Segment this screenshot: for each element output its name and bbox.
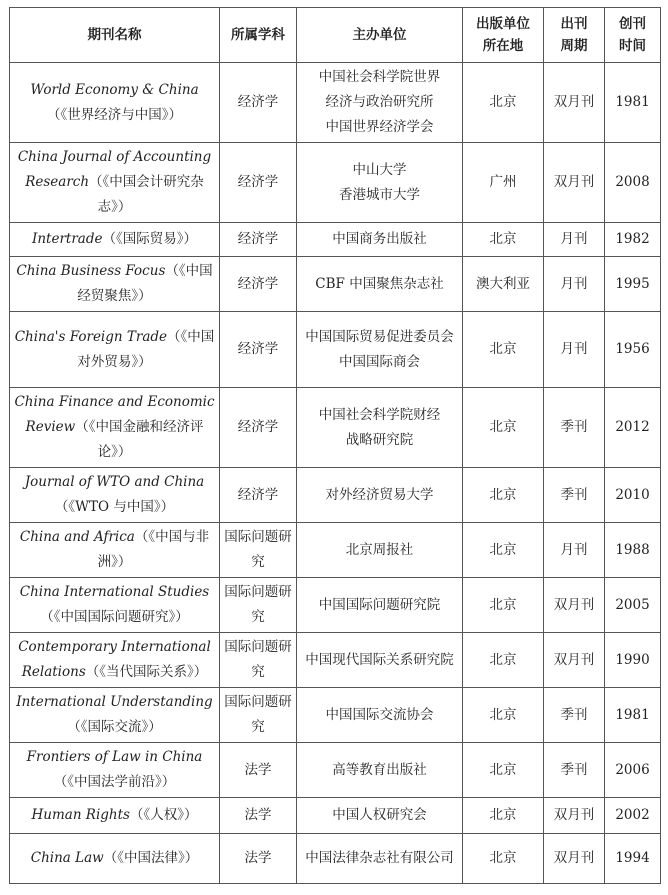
subject-cell: 法学 xyxy=(220,743,297,798)
location-cell: 北京 xyxy=(463,63,544,143)
cycle-cell: 季刊 xyxy=(544,388,605,468)
year-cell: 2002 xyxy=(605,798,661,834)
journal-chinese-title: （《中国金融和经济评论》） xyxy=(75,419,204,460)
sponsor-line: 中国国际问题研究院 xyxy=(318,596,441,613)
year-cell: 1956 xyxy=(605,312,661,388)
header-cycle-line1: 出刊 xyxy=(560,16,588,32)
sponsor-line: 中国国际商会 xyxy=(339,353,420,370)
sponsor-cell xyxy=(297,223,463,257)
header-cycle xyxy=(544,8,605,63)
sponsor-line: 战略研究院 xyxy=(345,431,414,448)
sponsor-cell xyxy=(297,743,463,798)
sponsor-line: 中山大学 xyxy=(352,161,407,178)
header-cycle-line2: 周期 xyxy=(560,38,588,54)
header-sponsor: 主办单位 xyxy=(297,8,463,63)
journal-english-title: China and Africa xyxy=(19,529,135,545)
subject-cell: 法学 xyxy=(220,798,297,834)
journal-name-cell xyxy=(10,143,220,223)
sponsor-cell xyxy=(297,63,463,143)
journal-english-title: World Economy & China xyxy=(30,81,199,98)
sponsor-cell xyxy=(297,633,463,688)
table-row xyxy=(10,63,661,143)
journal-chinese-title: （《中国与非洲》） xyxy=(97,529,210,570)
location-cell: 北京 xyxy=(463,798,544,834)
table-row xyxy=(10,468,661,523)
sponsor-cell xyxy=(297,143,463,223)
journal-chinese-title: （《WTO 与中国》） xyxy=(54,499,175,515)
journal-english-title: China Business Focus xyxy=(16,263,166,279)
header-subject: 所属学科 xyxy=(220,8,297,63)
sponsor-cell xyxy=(297,388,463,468)
location-cell: 广州 xyxy=(463,143,544,223)
subject-cell: 国际问题研究 xyxy=(220,688,297,743)
subject-cell: 经济学 xyxy=(220,63,297,143)
journal-name-cell xyxy=(10,257,220,312)
year-cell: 1982 xyxy=(605,223,661,257)
location-cell: 北京 xyxy=(463,523,544,578)
location-cell: 澳大利亚 xyxy=(463,257,544,312)
cycle-cell: 月刊 xyxy=(544,223,605,257)
subject-cell: 国际问题研究 xyxy=(220,578,297,633)
year-cell: 2005 xyxy=(605,578,661,633)
cycle-cell: 双月刊 xyxy=(544,143,605,223)
cycle-cell: 双月刊 xyxy=(544,63,605,143)
subject-cell: 经济学 xyxy=(220,312,297,388)
year-cell: 2006 xyxy=(605,743,661,798)
sponsor-line: 中国社会科学院财经 xyxy=(318,406,441,423)
header-year-line2: 时间 xyxy=(619,38,646,54)
table-row xyxy=(10,633,661,688)
journal-english-title: Human Rights xyxy=(31,807,130,823)
location-cell: 北京 xyxy=(463,388,544,468)
journal-chinese-title: （《国际交流》） xyxy=(67,719,162,735)
sponsor-line: 中国国际贸易促进委员会 xyxy=(305,328,454,345)
journal-chinese-title: （《中国对外贸易》） xyxy=(77,328,215,370)
year-cell: 1990 xyxy=(605,633,661,688)
journal-chinese-title: （《世界经济与中国》） xyxy=(47,106,182,123)
year-cell: 2012 xyxy=(605,388,661,468)
table-row xyxy=(10,798,661,834)
subject-cell: 国际问题研究 xyxy=(220,523,297,578)
journal-name-cell xyxy=(10,798,220,834)
journal-name-cell xyxy=(10,743,220,798)
subject-cell: 经济学 xyxy=(220,468,297,523)
header-location xyxy=(463,8,544,63)
header-year-line1: 创刊 xyxy=(619,16,646,32)
journal-english-title: China Law xyxy=(30,850,104,866)
cycle-cell: 双月刊 xyxy=(544,798,605,834)
subject-cell: 经济学 xyxy=(220,143,297,223)
year-cell: 2008 xyxy=(605,143,661,223)
year-cell: 2010 xyxy=(605,468,661,523)
journal-name-cell xyxy=(10,388,220,468)
sponsor-cell xyxy=(297,257,463,312)
sponsor-line: 中国现代国际关系研究院 xyxy=(305,651,454,668)
sponsor-line: 经济与政治研究所 xyxy=(325,94,434,110)
journal-name-cell xyxy=(10,312,220,388)
journal-name-cell xyxy=(10,688,220,743)
sponsor-cell xyxy=(297,578,463,633)
location-cell: 北京 xyxy=(463,688,544,743)
header-year xyxy=(605,8,661,63)
header-row xyxy=(10,8,661,63)
journal-chinese-title: （《当代国际关系》） xyxy=(85,664,208,680)
journal-english-title: Intertrade xyxy=(32,231,103,247)
subject-cell: 法学 xyxy=(220,834,297,884)
sponsor-cell xyxy=(297,312,463,388)
cycle-cell: 双月刊 xyxy=(544,633,605,688)
journal-english-title: China Finance and Economic Review xyxy=(14,394,215,435)
table-row xyxy=(10,743,661,798)
location-cell: 北京 xyxy=(463,468,544,523)
cycle-cell: 双月刊 xyxy=(544,834,605,884)
cycle-cell: 月刊 xyxy=(544,312,605,388)
location-cell: 北京 xyxy=(463,743,544,798)
subject-cell: 经济学 xyxy=(220,388,297,468)
table-row xyxy=(10,143,661,223)
journal-chinese-title: （《中国法律》） xyxy=(103,850,199,866)
location-cell: 北京 xyxy=(463,834,544,884)
journal-name-cell xyxy=(10,578,220,633)
cycle-cell: 季刊 xyxy=(544,743,605,798)
year-cell: 1994 xyxy=(605,834,661,884)
table-row xyxy=(10,834,661,884)
journal-name-cell xyxy=(10,834,220,884)
journal-english-title: Frontiers of Law in China xyxy=(26,749,203,765)
sponsor-line: 香港城市大学 xyxy=(339,186,420,203)
header-name: 期刊名称 xyxy=(10,8,220,63)
cycle-cell: 双月刊 xyxy=(544,578,605,633)
journal-name-cell xyxy=(10,63,220,143)
journal-english-title: China Journal of Accounting Research xyxy=(17,149,212,190)
year-cell: 1995 xyxy=(605,257,661,312)
sponsor-line: 中国商务出版社 xyxy=(332,231,427,247)
subject-cell: 经济学 xyxy=(220,223,297,257)
location-cell: 北京 xyxy=(463,578,544,633)
year-cell: 1981 xyxy=(605,688,661,743)
journal-english-title: Journal of WTO and China xyxy=(24,474,205,490)
journal-english-title: China International Studies xyxy=(19,584,210,600)
journal-chinese-title: （《中国国际问题研究》） xyxy=(40,609,189,625)
subject-cell: 经济学 xyxy=(220,257,297,312)
location-cell: 北京 xyxy=(463,633,544,688)
table-row xyxy=(10,388,661,468)
journal-chinese-title: （《人权》） xyxy=(129,807,198,823)
sponsor-line: 中国法律杂志社有限公司 xyxy=(305,850,454,866)
table-row xyxy=(10,688,661,743)
sponsor-cell xyxy=(297,798,463,834)
sponsor-line: 中国人权研究会 xyxy=(332,807,427,823)
journal-name-cell xyxy=(10,633,220,688)
table-row xyxy=(10,523,661,578)
sponsor-line: 北京周报社 xyxy=(345,541,414,558)
table-row xyxy=(10,312,661,388)
sponsor-cell xyxy=(297,688,463,743)
sponsor-cell xyxy=(297,834,463,884)
journal-name-cell xyxy=(10,468,220,523)
journal-chinese-title: （《国际贸易》） xyxy=(102,231,197,247)
cycle-cell: 季刊 xyxy=(544,468,605,523)
sponsor-line: 中国世界经济学会 xyxy=(325,119,434,135)
cycle-cell: 月刊 xyxy=(544,257,605,312)
location-cell: 北京 xyxy=(463,312,544,388)
table-row xyxy=(10,257,661,312)
year-cell: 1988 xyxy=(605,523,661,578)
table-row xyxy=(10,578,661,633)
sponsor-line: 中国国际交流协会 xyxy=(325,706,434,723)
journal-chinese-title: （《中国经贸聚焦》） xyxy=(77,263,213,304)
location-cell: 北京 xyxy=(463,223,544,257)
journal-english-title: China's Foreign Trade xyxy=(14,328,168,345)
journal-chinese-title: （《中国会计研究杂志》） xyxy=(89,174,204,215)
sponsor-cell xyxy=(297,523,463,578)
cycle-cell: 月刊 xyxy=(544,523,605,578)
sponsor-cell xyxy=(297,468,463,523)
sponsor-line: 中国社会科学院世界 xyxy=(318,69,441,85)
cycle-cell: 季刊 xyxy=(544,688,605,743)
year-cell: 1981 xyxy=(605,63,661,143)
journal-english-title: International Understanding xyxy=(16,694,213,710)
sponsor-line: 对外经济贸易大学 xyxy=(325,486,434,503)
journal-chinese-title: （《中国法学前沿》） xyxy=(53,774,176,790)
subject-cell: 国际问题研究 xyxy=(220,633,297,688)
journal-name-cell xyxy=(10,223,220,257)
header-location-line1: 出版单位 xyxy=(476,16,530,32)
journal-name-cell xyxy=(10,523,220,578)
journals-table xyxy=(9,7,661,884)
table-row xyxy=(10,223,661,257)
journal-english-title: Contemporary International Relations xyxy=(18,639,211,680)
sponsor-line: 高等教育出版社 xyxy=(332,761,427,778)
sponsor-line: CBF 中国聚焦杂志社 xyxy=(315,275,444,292)
header-location-line2: 所在地 xyxy=(482,38,524,54)
